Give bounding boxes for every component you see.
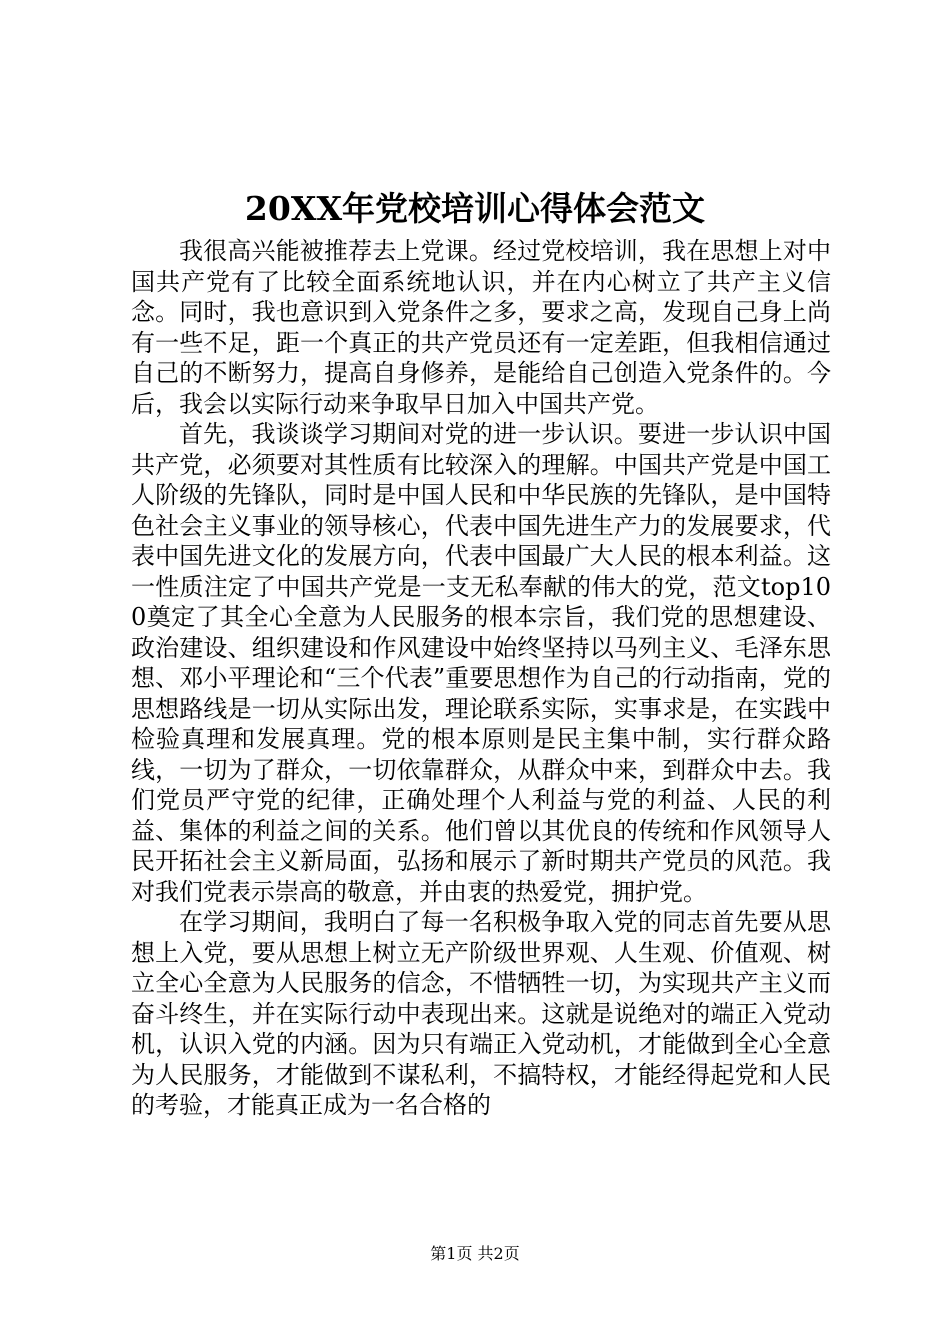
paragraph-2: 首先，我谈谈学习期间对党的进一步认识。要进一步认识中国共产党，必须要对其性质有比较深入的理解。中国共产党是中国工人阶级的先锋队，同时是中国人民和中华民族的先锋队，是中国特色社会主义事业的领导核心，代表中国先进生产力的发展要求，代表中国先进文化的发展方向，代表中国最广大人民的根本利益。这一性质注定了中国共产党是一支无私奉献的伟大的党，范文top100奠定了其全心全意为人民服务的根本宗旨，我们党的思想建设、政治建设、组织建设和作风建设中始终坚持以马列主义、毛泽东思想、邓小平理论和“三个代表”重要思想作为自己的行动指南，党的思想路线是一切从实际出发，理论联系实际，实事求是，在实践中检验真理和发展真理。党的根本原则是民主集中制，实行群众路线，一切为了群众，一切依靠群众，从群众中来，到群众中去。我们党员严守党的纪律，正确处理个人利益与党的利益、人民的利益、集体的利益之间的关系。他们曾以其优良的传统和作风领导人民开拓社会主义新局面，弘扬和展示了新时期共产党员的风范。我对我们党表示崇高的敬意，并由衷的热爱党，拥护党。	[131, 420, 831, 906]
paragraph-3: 在学习期间，我明白了每一名积极争取入党的同志首先要从思想上入党，要从思想上树立无产阶级世界观、人生观、价值观、树立全心全意为人民服务的信念，不惜牺牲一切，为实现共产主义而奋斗终生，并在实际行动中表现出来。这就是说绝对的端正入党动机，认识入党的内涵。因为只有端正入党动机，才能做到全心全意为人民服务，才能做到不谋私利，不搞特权，才能经得起党和人民的考验，才能真正成为一名合格的	[131, 908, 831, 1119]
paragraph-1: 我很高兴能被推荐去上党课。经过党校培训，我在思想上对中国共产党有了比较全面系统地认识，并在内心树立了共产主义信念。同时，我也意识到入党条件之多，要求之高，发现自己身上尚有一些不足，距一个真正的共产党员还有一定差距，但我相信通过自己的不断努力，提高自身修养，是能给自己创造入党条件的。今后，我会以实际行动来争取早日加入中国共产党。	[131, 237, 831, 418]
document-body	[131, 236, 831, 1121]
page-footer: 第1页 共2页	[430, 1244, 520, 1263]
document-title: 20XX年党校培训心得体会范文	[244, 189, 706, 228]
